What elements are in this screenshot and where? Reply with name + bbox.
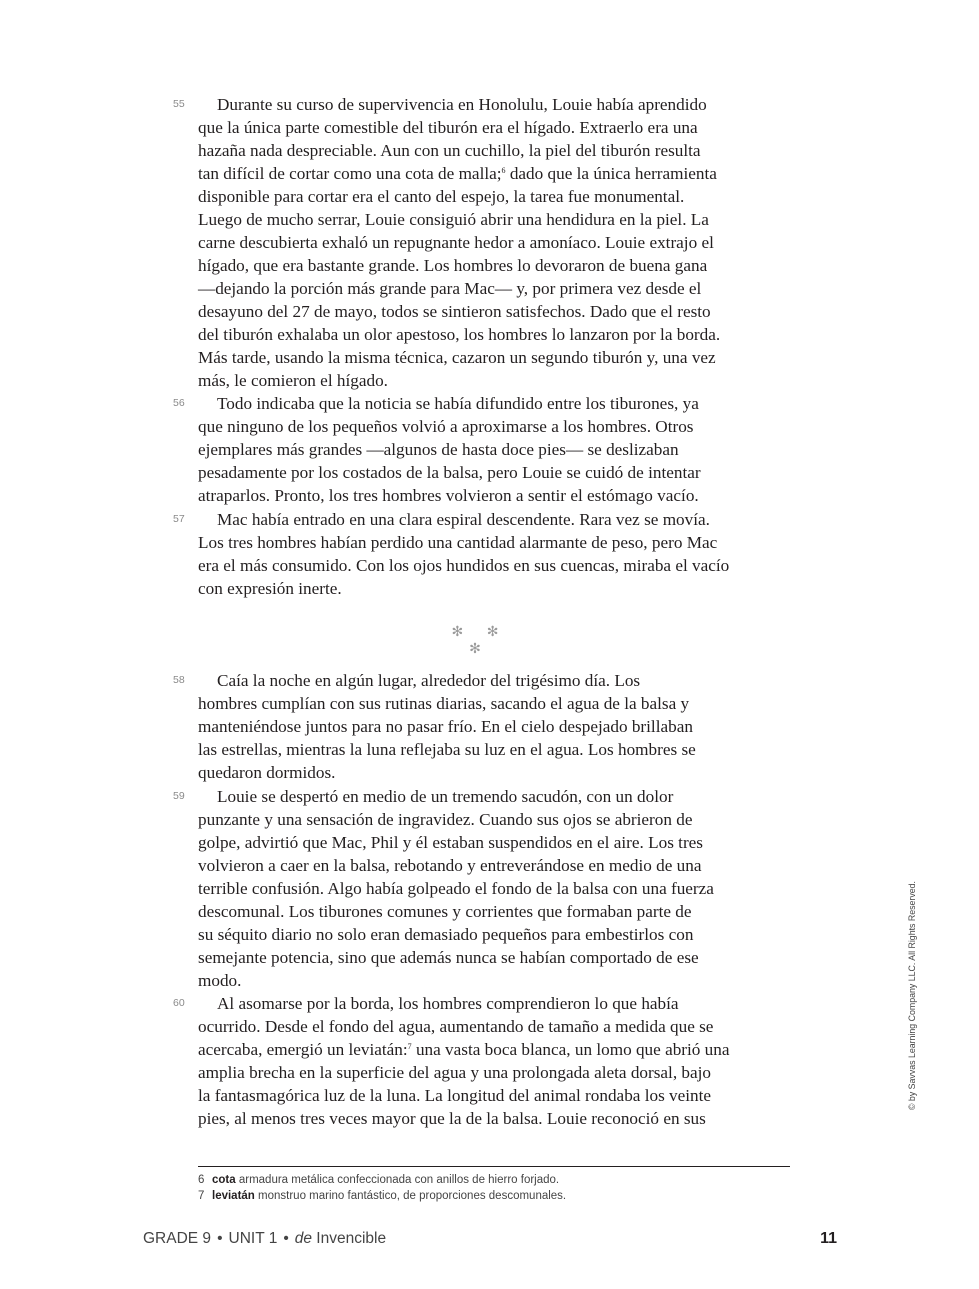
paragraph [198,669,793,784]
text-line: las estrellas, mientras la luna reflejaba su luz en el agua. Los hombres se [198,740,696,759]
page-footer [143,1230,386,1248]
bullet-separator: • [283,1230,289,1247]
line-text: tan difícil de cortar como una cota de malla; [198,164,502,183]
footnote-definition: armadura metálica confeccionada con anillos de hierro forjado. [235,1174,560,1186]
bullet-separator: • [217,1230,223,1247]
line-text: una vasta boca blanca, un lomo que abrió una [411,1040,730,1059]
footer-unit: UNIT 1 [228,1230,278,1247]
footnote-divider [198,1166,790,1167]
text-line: su séquito diario no solo eran demasiado pequeños para embestirlos con [198,925,694,944]
text-line: atraparlos. Pronto, los tres hombres volvieron a sentir el estómago vacío. [198,486,699,505]
paragraph [198,93,793,392]
footer-grade: GRADE 9 [143,1230,212,1247]
footnote-term: leviatán [212,1190,255,1202]
paragraph [198,992,793,1130]
text-line: Mac había entrado en una clara espiral descendente. Rara vez se movía. [217,510,710,529]
text-line: modo. [198,971,242,990]
text-line: desayuno del 27 de mayo, todos se sintieron satisfechos. Dado que el resto [198,302,711,321]
text-line: hombres cumplían con sus rutinas diarias, sacando el agua de la balsa y [198,694,690,713]
text-line: la fantasmagórica luz de la luna. La longitud del animal rondaba los veinte [198,1086,712,1105]
text-line: ocurrido. Desde el fondo del agua, aumentando de tamaño a medida que se [198,1017,714,1036]
text-line: quedaron dormidos. [198,763,336,782]
text-line: con expresión inerte. [198,579,342,598]
text-line: Louie se despertó en medio de un tremendo sacudón, con un dolor [217,787,674,806]
paragraph [198,508,793,600]
text-line: golpe, advirtió que Mac, Phil y él estaban suspendidos en el aire. Los tres [198,833,704,852]
text-line: pies, al menos tres veces mayor que la de la balsa. Louie reconoció en sus [198,1109,706,1128]
text-line: semejante potencia, sino que además nunca se habían comportado de ese [198,948,699,967]
text-line: terrible confusión. Algo había golpeado el fondo de la balsa con una fuerza [198,879,714,898]
text-line: Al asomarse por la borda, los hombres comprendieron lo que había [217,994,679,1013]
footnote-number: 7 [198,1190,205,1202]
line-text: dado que la única herramienta [505,164,717,183]
footnote-term: cota [212,1174,236,1186]
footer-prefix: de [294,1230,312,1247]
section-break: ✻ ✻ ✻ [451,625,509,657]
paragraph-number: 55 [173,98,185,110]
paragraph-number: 57 [173,513,185,525]
text-line: que la única parte comestible del tiburón era el hígado. Extraerlo era una [198,118,698,137]
text-line: punzante y una sensación de ingravidez. Cuando sus ojos se abrieron de [198,810,693,829]
paragraph-number: 59 [173,790,185,802]
footnote-number: 6 [198,1174,205,1186]
line-text: acercaba, emergió un leviatán: [198,1040,408,1059]
footnote-7 [198,1188,566,1204]
text-line: hazaña nada despreciable. Aun con un cuchillo, la piel del tiburón resulta [198,141,701,160]
text-line: Caía la noche en algún lugar, alrededor del trigésimo día. Los [217,671,641,690]
text-line: que ninguno de los pequeños volvió a aproximarse a los hombres. Otros [198,417,694,436]
footnote-ref[interactable]: 7 [407,1042,412,1051]
text-line: manteniéndose juntos para no pasar frío. En el cielo despejado brillaban [198,717,693,736]
paragraph-number: 58 [173,674,185,686]
page-number: 11 [820,1230,837,1247]
copyright-notice: © by Savvas Learning Company LLC. All Rights Reserved. [907,881,917,1110]
text-line: Todo indicaba que la noticia se había difundido entre los tiburones, ya [217,394,699,413]
footnote-6 [198,1172,559,1188]
footnote-ref[interactable]: 6 [501,166,506,175]
text-line: descomunal. Los tiburones comunes y corrientes que formaban parte de [198,902,692,921]
paragraph [198,392,793,507]
paragraph-number: 56 [173,397,185,409]
text-line: hígado, que era bastante grande. Los hombres lo devoraron de buena gana [198,256,708,275]
paragraph [198,785,793,992]
text-line: Luego de mucho serrar, Louie consiguió abrir una hendidura en la piel. La [198,210,709,229]
text-line: Durante su curso de supervivencia en Honolulu, Louie había aprendido [217,95,707,114]
footer-title: Invencible [312,1230,387,1247]
text-line: volvieron a caer en la balsa, rebotando y entreverándose en medio de una [198,856,702,875]
text-line: ejemplares más grandes —algunos de hasta doce pies— se deslizaban [198,440,679,459]
text-line: pesadamente por los costados de la balsa, pero Louie se cuidó de intentar [198,463,701,482]
text-line: —dejando la porción más grande para Mac— y, por primera vez desde el [198,279,702,298]
text-line: más, le comieron el hígado. [198,371,388,390]
paragraph-number: 60 [173,997,185,1009]
text-line: amplia brecha en la superficie del agua y una prolongada aleta dorsal, bajo [198,1063,712,1082]
text-line: carne descubierta exhaló un repugnante hedor a amoníaco. Louie extrajo el [198,233,714,252]
text-line [198,1038,793,1061]
text-line: disponible para cortar era el canto del espejo, la tarea fue monumental. [198,187,685,206]
text-line: Los tres hombres habían perdido una cantidad alarmante de peso, pero Mac [198,533,718,552]
text-line [198,162,793,185]
text-line: del tiburón exhalaba un olor apestoso, los hombres lo lanzaron por la borda. [198,325,721,344]
footnote-definition: monstruo marino fantástico, de proporciones descomunales. [254,1190,567,1202]
text-line: era el más consumido. Con los ojos hundidos en sus cuencas, miraba el vacío [198,556,730,575]
text-line: Más tarde, usando la misma técnica, cazaron un segundo tiburón y, una vez [198,348,716,367]
